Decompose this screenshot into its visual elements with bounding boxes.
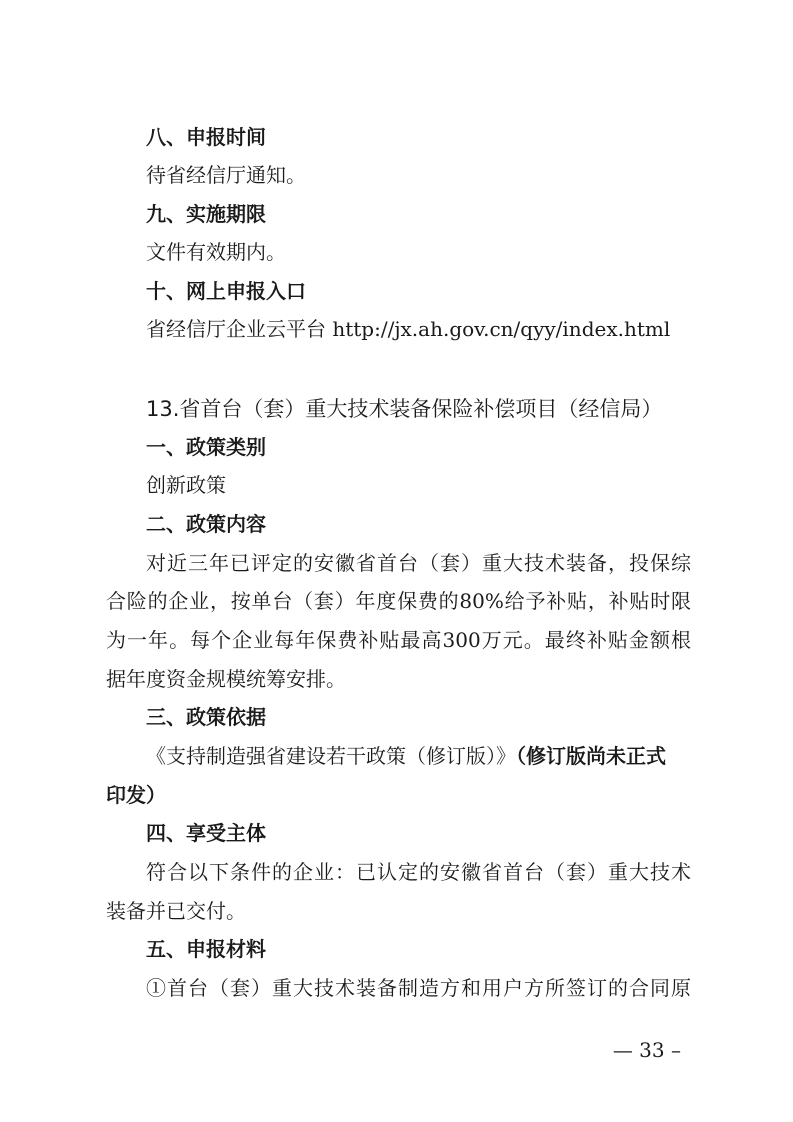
policy-basis-note-continued: 印发） bbox=[106, 783, 166, 807]
section-9-body: 文件有效期内。 bbox=[146, 240, 286, 264]
policy-basis-reference: 《支持制造强省建设若干政策（修订版）》 bbox=[146, 744, 516, 768]
item-13-section-5-line: ①首台（套）重大技术装备制造方和用户方所签订的合同原 bbox=[146, 976, 691, 1000]
item-13-section-5-heading: 五、申报材料 bbox=[146, 937, 266, 961]
item-13-section-1-body: 创新政策 bbox=[146, 473, 226, 497]
policy-basis-note: （修订版尚未正式 bbox=[516, 744, 666, 768]
item-13-section-4-line: 符合以下条件的企业：已认定的安徽省首台（套）重大技术 bbox=[146, 860, 691, 884]
item-13-section-3-heading: 三、政策依据 bbox=[146, 705, 266, 729]
item-13-section-2-line: 对近三年已评定的安徽省首台（套）重大技术装备，投保综 bbox=[146, 551, 691, 575]
item-13-title: 13.省首台（套）重大技术装备保险补偿项目（经信局） bbox=[146, 397, 663, 421]
item-13-section-2-heading: 二、政策内容 bbox=[146, 512, 266, 536]
page-number: — 33 – bbox=[612, 1038, 681, 1062]
item-13-section-2-line: 据年度资金规模统筹安排。 bbox=[106, 667, 346, 691]
item-13-section-2-line: 为一年。每个企业每年保费补贴最高300万元。最终补贴金额根 bbox=[106, 628, 691, 652]
section-9-heading: 九、实施期限 bbox=[146, 202, 266, 226]
section-8-body: 待省经信厅通知。 bbox=[146, 163, 306, 187]
item-13-section-3-line bbox=[146, 741, 691, 771]
section-8-heading: 八、申报时间 bbox=[146, 125, 266, 149]
item-13-section-1-heading: 一、政策类别 bbox=[146, 435, 266, 459]
item-13-section-4-line: 装备并已交付。 bbox=[106, 899, 246, 923]
item-13-section-4-heading: 四、享受主体 bbox=[146, 821, 266, 845]
section-10-body: 省经信厅企业云平台 http://jx.ah.gov.cn/qyy/index.html bbox=[146, 317, 671, 341]
section-10-heading: 十、网上申报入口 bbox=[146, 279, 306, 303]
item-13-section-2-line: 合险的企业，按单台（套）年度保费的80%给予补贴，补贴时限 bbox=[106, 589, 691, 613]
